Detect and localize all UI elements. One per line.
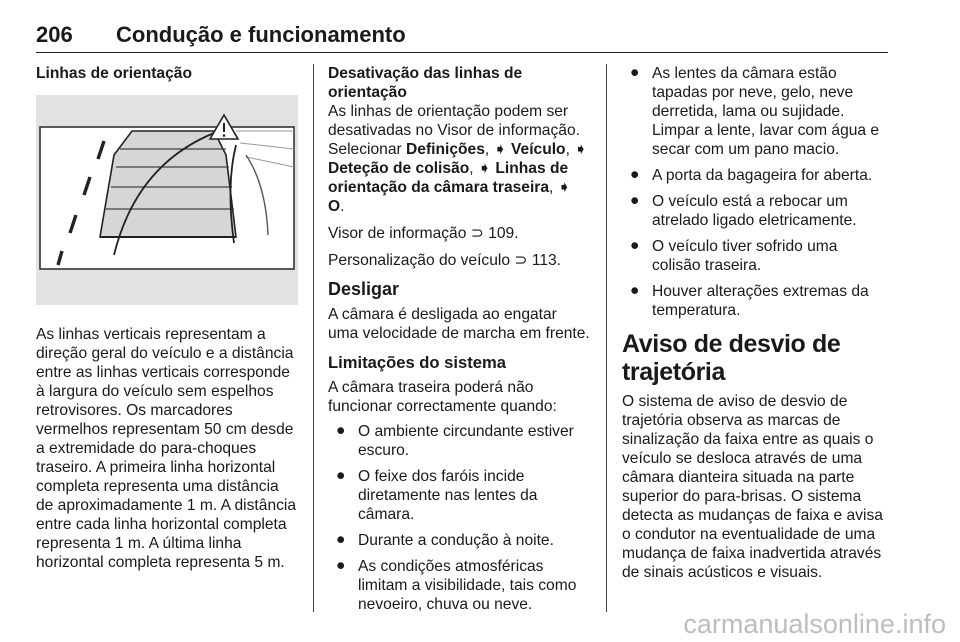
column-divider: [606, 64, 607, 612]
column-2: [328, 64, 590, 621]
arrow-icon: ➧: [574, 141, 588, 158]
list-item: ● O ambiente circundante estiver escuro.: [336, 422, 574, 459]
page-header: [36, 16, 888, 53]
limitations-list: [328, 422, 590, 614]
cross-reference-personalization: Personalização do veículo ⊃ 113.: [328, 252, 562, 269]
bullet-icon: ●: [336, 531, 346, 548]
watermark-text: carmanualsonline.info: [683, 609, 946, 639]
bullet-icon: ●: [336, 467, 346, 484]
switch-off-description: A câmara é desligada ao engatar uma velocidade de marcha em frente.: [328, 306, 590, 342]
bullet-icon: ●: [336, 422, 346, 439]
limitations-intro: A câmara traseira poderá não funcionar correctamente quando:: [328, 379, 557, 415]
guidelines-description: As linhas verticais representam a direção geral do veículo e a distância entre as linhas verticais corresponde à largura do veículo sem espelhos retrovisores. Os marcadores vermelhos representam 50 cm desde a extremidade do para-choques traseiro. A primeira linha horizontal completa representa uma distância de aproximadamente 1 m. A distância entre cada linha horizontal completa representa 1 m. A última linha horizontal completa representa 5 m.: [36, 326, 297, 571]
list-item: ● As lentes da câmara estão tapadas por neve, gelo, neve derretida, lama ou sujidade. Limpar a lente, lavar com água e secar com um pano macio.: [630, 64, 880, 158]
rear-camera-guidelines-illustration: [36, 95, 298, 305]
cross-reference-info-display: Visor de informação ⊃ 109.: [328, 225, 519, 242]
page-reference-icon: ⊃: [470, 225, 484, 242]
bullet-icon: ●: [630, 192, 640, 209]
toggle-off-symbol: O: [328, 198, 341, 215]
column-1: [36, 64, 298, 580]
list-item: ● Durante a condução à noite.: [336, 531, 554, 549]
bullet-icon: ●: [630, 166, 640, 183]
page-number: 206: [36, 22, 73, 47]
bullet-icon: ●: [630, 237, 640, 254]
column-3: [622, 64, 888, 590]
menu-rear-camera-guidelines: Linhas de orientação da câmara traseira: [328, 160, 569, 196]
menu-vehicle: Veículo: [510, 141, 566, 158]
menu-settings: Definições: [406, 141, 485, 158]
arrow-icon: ➧: [557, 179, 571, 196]
deactivation-instructions: As linhas de orientação podem ser desativadas no Visor de informação. Selecionar Definições, ➧ Veículo, ➧ Deteção de colisão, ➧ Linhas de orientação da câmara traseira, ➧ O.: [328, 103, 588, 215]
lane-departure-description: O sistema de aviso de desvio de trajetória observa as marcas de sinalização da faixa entre as quais o veículo se desloca através de uma câmara dianteira situada na parte superior do para-brisas. O sistema detecta as mudanças de faixa e avisa o condutor na eventualidade de uma mudança de faixa inadvertida através de sinais acústicos e visuais.: [622, 393, 883, 581]
page-reference-icon: ⊃: [514, 252, 528, 269]
list-item: ● O veículo está a rebocar um atrelado ligado eletricamente.: [630, 192, 857, 229]
list-item: ● O veículo tiver sofrido uma colisão traseira.: [630, 237, 838, 274]
page-title: Condução e funcionamento: [116, 22, 406, 47]
section-heading-deactivation: Desativação das linhas de orientação: [328, 65, 523, 101]
section-heading-switch-off: Desligar: [328, 279, 400, 299]
bullet-icon: ●: [630, 64, 640, 81]
column-divider: [313, 64, 314, 612]
camera-view-diagram: [36, 95, 298, 305]
limitations-list-continued: [622, 64, 888, 320]
arrow-icon: ➧: [493, 141, 507, 158]
section-heading-limitations: Limitações do sistema: [328, 353, 506, 372]
arrow-icon: ➧: [477, 160, 492, 177]
list-item: ● A porta da bagageira for aberta.: [630, 166, 873, 184]
list-item: ● As condições atmosféricas limitam a visibilidade, tais como nevoeiro, chuva ou neve.: [336, 557, 577, 613]
bullet-icon: ●: [336, 557, 346, 574]
list-item: ● Houver alterações extremas da temperatura.: [630, 282, 869, 319]
bullet-icon: ●: [630, 282, 640, 299]
section-heading-lane-departure: Aviso de desvio de trajetória: [622, 330, 841, 386]
section-heading-guidelines: Linhas de orientação: [36, 65, 192, 82]
menu-collision-detection: Deteção de colisão: [328, 160, 470, 177]
list-item: ● O feixe dos faróis incide diretamente nas lentes da câmara.: [336, 467, 538, 523]
